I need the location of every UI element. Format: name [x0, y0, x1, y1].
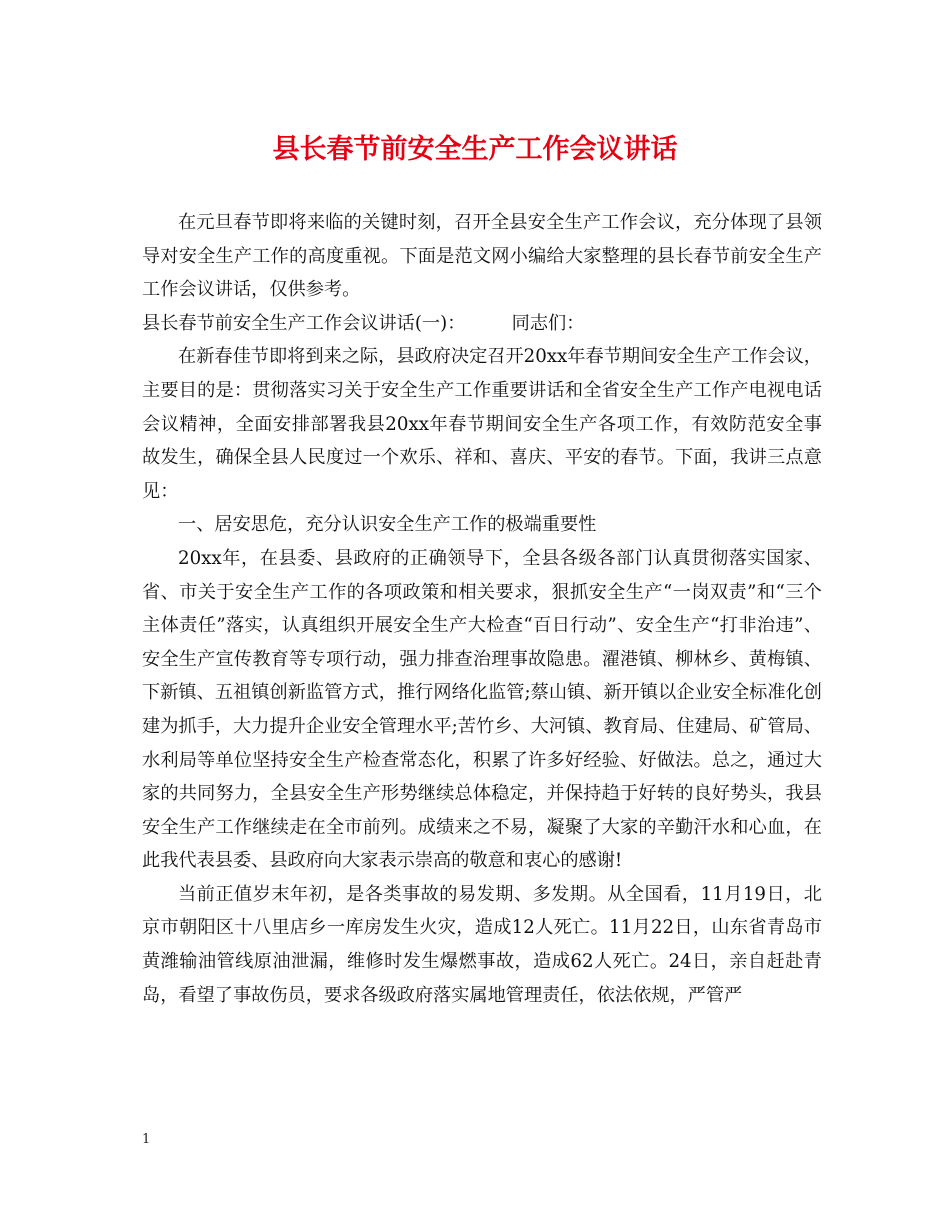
body-paragraph: 20xx年，在县委、县政府的正确领导下，全县各级各部门认真贯彻落实国家、省、市关于安全生产工作的各项政策和相关要求，狠抓安全生产“一岗双责”和“三个主体责任”落实，认真组织开展安全生产大检查“百日行动”、安全生产“打非治违”、安全生产宣传教育等专项行动，强力排查治理事故隐患。濯港镇、柳林乡、黄梅镇、下新镇、五祖镇创新监管方式，推行网络化监管;蔡山镇、新开镇以企业安全标准化创建为抓手，大力提升企业安全管理水平;苦竹乡、大河镇、教育局、住建局、矿管局、水利局等单位坚持安全生产检查常态化，积累了许多好经验、好做法。总之，通过大家的共同努力，全县安全生产形势继续总体稳定，并保持趋于好转的良好势头，我县安全生产工作继续走在全市前列。成绩来之不易，凝聚了大家的辛勤汗水和心血，在此我代表县委、县政府向大家表示崇高的敬意和衷心的感谢! [142, 547, 822, 872]
section-heading: 一、居安思危，充分认识安全生产工作的极端重要性 [178, 514, 597, 536]
body-paragraph: 在新春佳节即将到来之际，县政府决定召开20xx年春节期间安全生产工作会议，主要目的是：贯彻落实习关于安全生产工作重要讲话和全省安全生产工作产电视电话会议精神，全面安排部署我县20xx年春节期间安全生产各项工作，有效防范安全事故发生，确保全县人民度过一个欢乐、祥和、喜庆、平安的春节。下面，我讲三点意见： [142, 346, 822, 502]
speech-heading-line: 县长春节前安全生产工作会议讲话(一)： 同志们： [142, 312, 585, 334]
body-paragraph: 当前正值岁末年初，是各类事故的易发期、多发期。从全国看，11月19日，北京市朝阳区十八里店乡一库房发生火灾，造成12人死亡。11月22日，山东省青岛市黄潍输油管线原油泄漏，维修时发生爆燃事故，造成62人死亡。24日，亲自赶赴青岛，看望了事故伤员，要求各级政府落实属地管理责任，依法依规，严管严 [142, 883, 822, 1006]
page-number: 1 [142, 1132, 151, 1147]
intro-paragraph: 在元旦春节即将来临的关键时刻，召开全县安全生产工作会议，充分体现了县领导对安全生产工作的高度重视。下面是范文网小编给大家整理的县长春节前安全生产工作会议讲话，仅供参考。 [142, 212, 822, 301]
document-body [142, 206, 822, 1012]
document-title: 县长春节前安全生产工作会议讲话 [272, 134, 678, 165]
